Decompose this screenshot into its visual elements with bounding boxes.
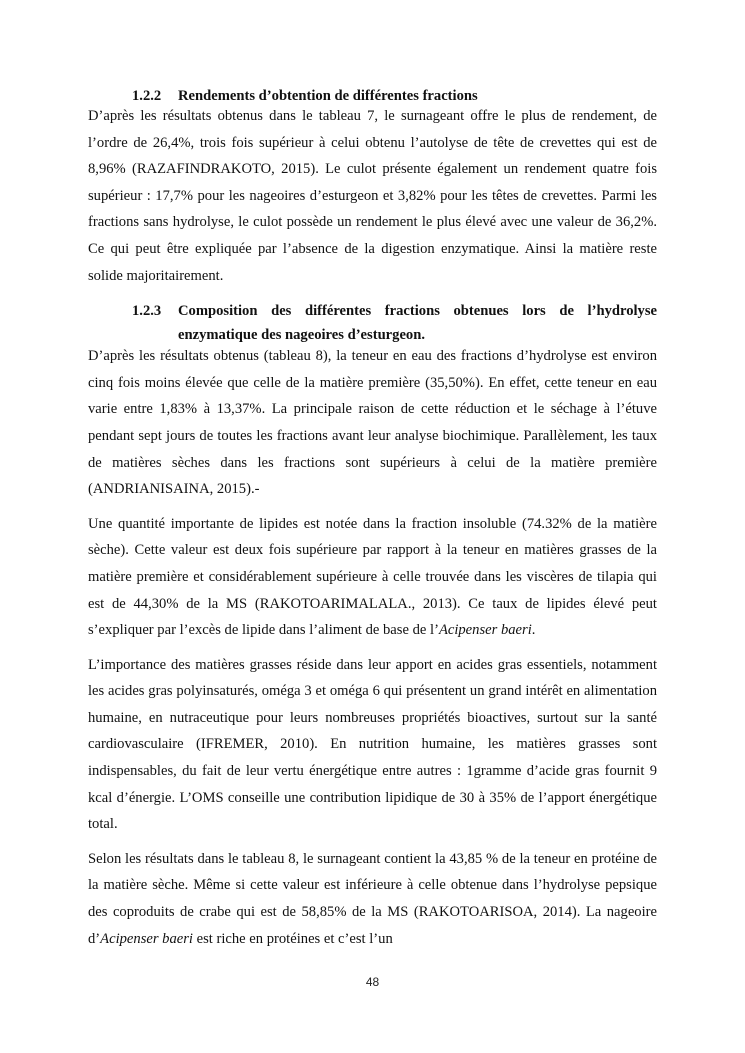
page-number: 48	[365, 975, 380, 989]
document-page	[88, 86, 657, 960]
paragraph-rendements: D’après les résultats obtenus dans le tableau 7, le surnageant offre le plus de rendement, de l’ordre de 26,4%, trois fois supérieur à celui obtenu l’autolyse de tête de crevettes qui est de 8,96% (RAZAFINDRAKOTO, 2015). Le culot présente également un rendement quatre fois supérieur : 17,7% pour les nageoires d’esturgeon et 3,82% pour les têtes de crevettes. Parmi les fractions sans hydrolyse, le culot possède un rendement le plus élevé avec une valeur de 36,2%. Ce qui peut être expliquée par l’absence de la digestion enzymatique. Ainsi la matière reste solide majoritairement.	[88, 108, 657, 284]
species-name: Acipenser baeri	[100, 930, 193, 947]
section-title: Rendements d’obtention de différentes fractions	[178, 88, 478, 104]
section-title: Composition des différentes fractions obtenues lors de l’hydrolyse enzymatique des nageoires d’esturgeon.	[178, 303, 657, 344]
paragraph-end: .	[531, 622, 536, 639]
paragraph-text: Selon les résultats dans le tableau 8, le surnageant contient la 43,85 % de la teneur en protéine de la matière sèche. Même si cette valeur est inférieure à celle obtenue dans l’hydrolyse pepsique des coproduits de crabe qui est de 58,85% de la MS (RAKOTOARISOA, 2014). La nageoire d’	[88, 850, 657, 947]
paragraph-end: est riche en protéines et c’est l’un	[192, 930, 393, 947]
section-number: 1.2.3	[132, 303, 162, 320]
section-heading-1-2-3	[88, 299, 657, 347]
section-number: 1.2.2	[132, 88, 162, 104]
paragraph-proteines	[88, 846, 657, 952]
paragraph-teneur-eau: D’après les résultats obtenus (tableau 8), la teneur en eau des fractions d’hydrolyse est environ cinq fois moins élevée que celle de la matière première (35,50%). En effet, cette teneur en eau varie entre 1,83% à 13,37%. La principale raison de cette réduction et le séchage à l’étuve pendant sept jours de toutes les fractions avant leur analyse biochimique. Parallèlement, les taux de matières sèches dans les fractions sont supérieurs à celui de la matière première (ANDRIANISAINA, 2015).-	[88, 348, 657, 498]
paragraph-matieres-grasses: L’importance des matières grasses réside dans leur apport en acides gras essentiels, notamment les acides gras polyinsaturés, oméga 3 et oméga 6 qui présentent un grand intérêt en alimentation humaine, en nutraceutique pour leurs nombreuses propriétés bioactives, surtout sur la santé cardiovasculaire (IFREMER, 2010). En nutrition humaine, les matières grasses sont indispensables, du fait de leur vertu énergétique entre autres : 1gramme d’acide gras fournit 9 kcal d’énergie. L’OMS conseille une contribution lipidique de 30 à 35% de l’apport énergétique total.	[88, 656, 657, 833]
species-name: Acipenser baeri	[438, 622, 532, 639]
paragraph-text: Une quantité importante de lipides est notée dans la fraction insoluble (74.32% de la matière sèche). Cette valeur est deux fois supérieure par rapport à la teneur en matières grasses de la matière première et considérablement supérieure à celle trouvée dans les viscères de tilapia qui est de 44,30% de la MS (RAKOTOARIMALALA., 2013). Ce taux de lipides élevé peut s’expliquer par l’excès de lipide dans l’aliment de base de l’	[88, 515, 657, 639]
paragraph-lipides	[88, 511, 657, 644]
